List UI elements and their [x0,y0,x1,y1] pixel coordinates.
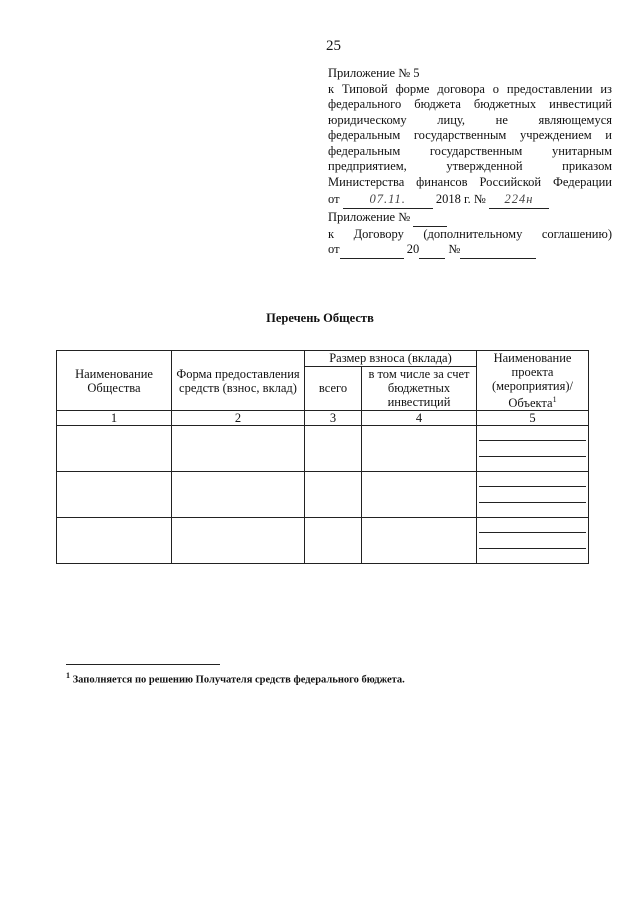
empty-cell [172,426,305,472]
agreement-annex-header [328,210,612,259]
annex-line: федеральным государственным унитарным [328,143,612,158]
annex-line: к Типовой форме договора о предоставлении из [328,81,612,96]
header-company-name: Наименование Общества [57,351,172,411]
empty-cell [362,472,477,518]
header-total: всего [305,366,362,411]
date-prefix: от [328,192,340,206]
year-blank [419,242,445,259]
annex-line: федеральным государственным учреждением и [328,128,612,142]
empty-cell [57,518,172,564]
table-row [57,426,589,472]
order-date-line [328,192,612,209]
year-text: 2018 г. № [435,192,486,206]
header-project [477,351,589,411]
header-contribution: Размер взноса (вклада) [305,351,477,367]
empty-cell [305,426,362,472]
annex-line: федерального бюджета бюджетных инвестиций [328,97,612,111]
project-subcells [477,426,589,472]
column-number: 2 [172,411,305,426]
header-form: Форма предоставления средств (взнос, вклад) [172,351,305,411]
footnote-text: Заполняется по решению Получателя средств федерального бюджета. [72,674,405,686]
annex-5-header [328,66,612,209]
agreement-annex-title-line [328,210,612,227]
footnote-divider [66,664,220,665]
empty-cell [57,426,172,472]
empty-cell [362,518,477,564]
empty-cell [362,426,477,472]
order-number: 224н [489,192,549,209]
column-number: 3 [305,411,362,426]
annex-line: предприятием, утвержденной приказом [328,159,612,173]
companies-table [56,350,589,564]
order-date: 07.11. [343,192,433,209]
agreement-annex-title: Приложение № [328,210,411,224]
year-label: 20 [406,242,420,256]
annex-title: Приложение № 5 [328,66,420,80]
footnote-number: 1 [66,671,70,680]
column-number: 1 [57,411,172,426]
agreement-date-line [328,242,612,259]
agreement-line: к Договору (дополнительному соглашению) [328,226,612,241]
empty-cell [172,472,305,518]
page-number: 25 [326,38,341,54]
project-subcells [477,472,589,518]
annex-line: юридическому лицу, не являющемуся [328,112,612,127]
empty-cell [305,518,362,564]
table-row [57,472,589,518]
annex-line: Министерства финансов Российской Федерации [328,174,612,189]
table-row [57,518,589,564]
project-subcells [477,518,589,564]
empty-cell [57,472,172,518]
list-title: Перечень Обществ [266,311,374,325]
header-from-budget: в том числе за счет бюджетных инвестиций [362,366,477,411]
number-label: № [448,242,461,256]
from-label: от [328,242,340,256]
header-project-text: Наименование проекта (мероприятия)/ Объекта [491,351,574,411]
column-number: 4 [362,411,477,426]
annex-number-blank [413,210,447,227]
column-number-row [57,411,589,426]
number-blank [460,242,536,259]
column-number: 5 [477,411,589,426]
footnote [66,671,405,686]
empty-cell [172,518,305,564]
empty-cell [305,472,362,518]
day-month-blank [340,242,404,259]
footnote-mark: 1 [552,395,557,404]
